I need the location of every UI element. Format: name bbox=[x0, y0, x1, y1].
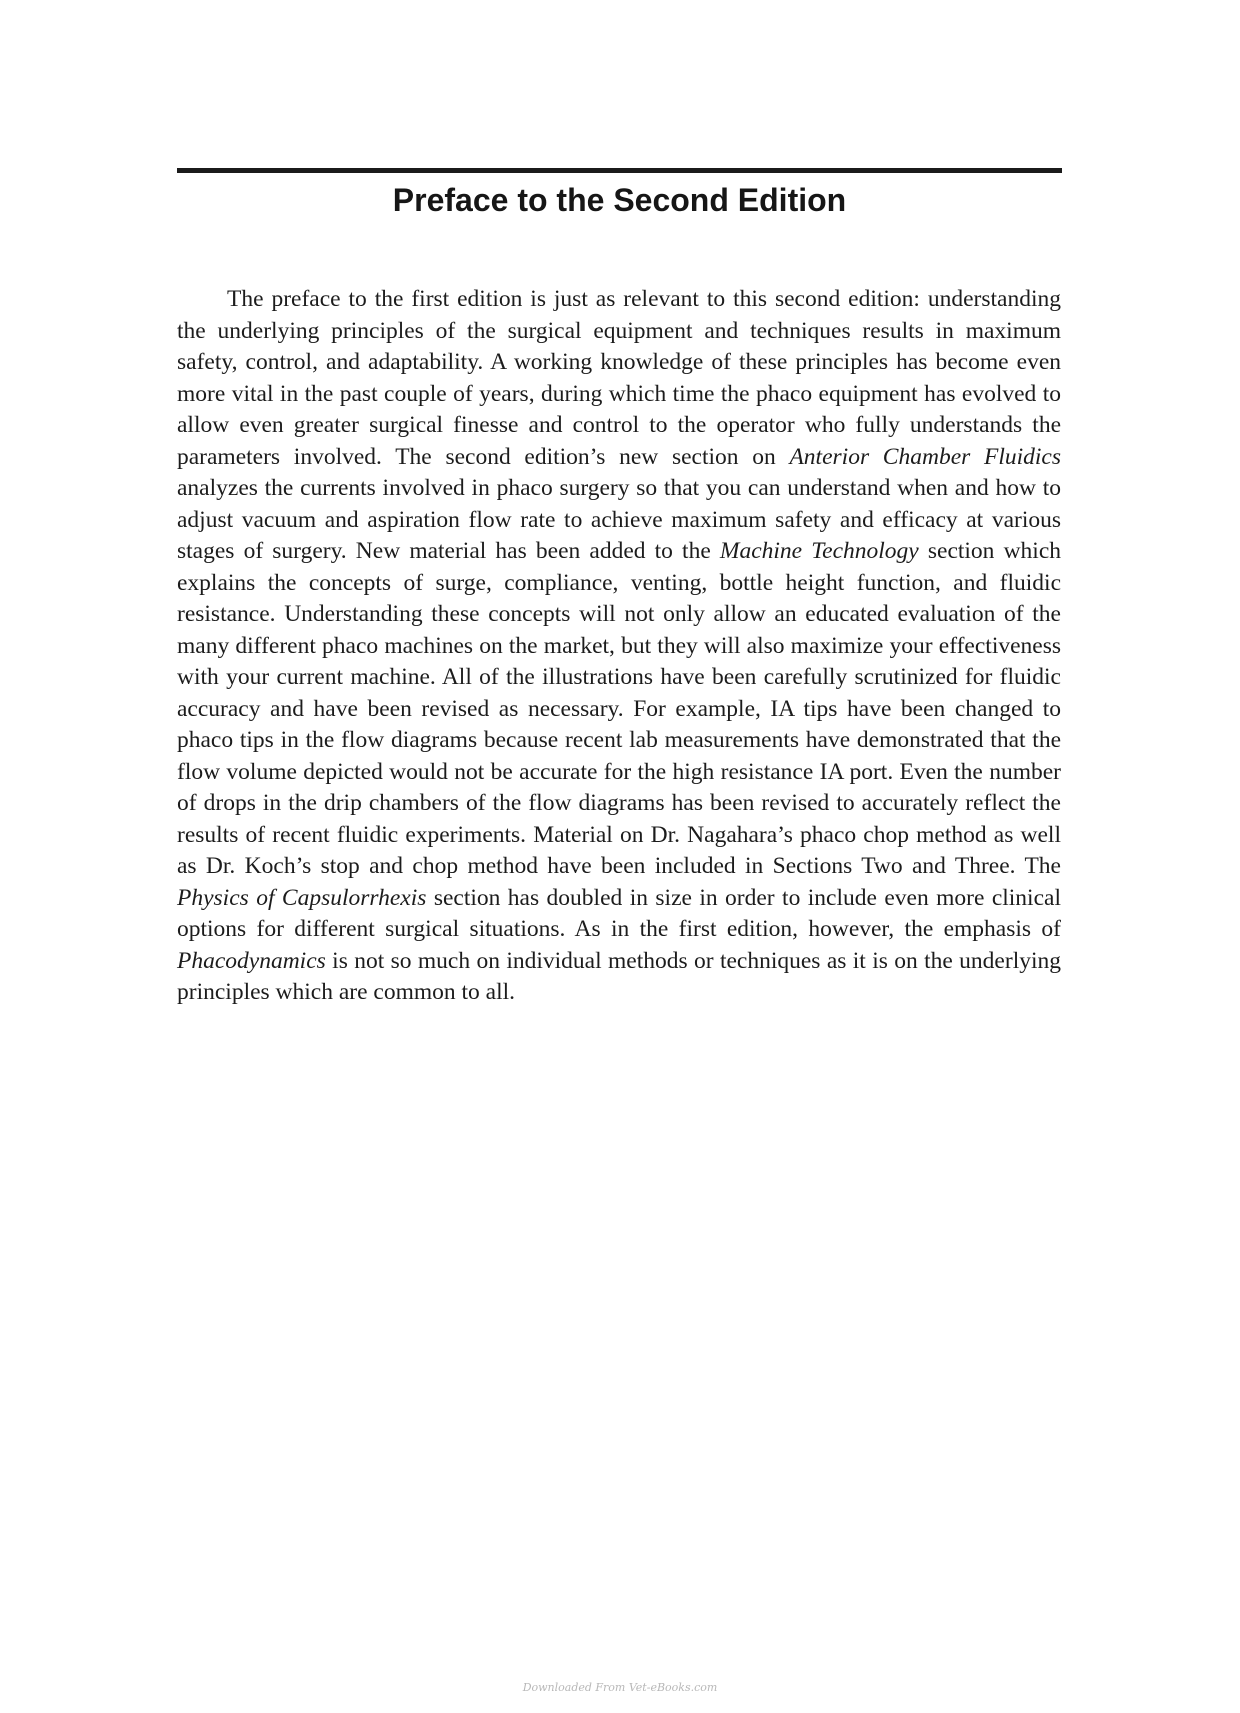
page-title: Preface to the Second Edition bbox=[392, 182, 847, 218]
book-title-phacodynamics: Phacodynamics bbox=[177, 947, 326, 974]
paragraph-text: section which explains the concepts of surge, compliance, venting, bottle height function, and fluidic resistance. Understanding these concepts will not only allow an educated evaluation of the many different phaco machines on the market, but they will also maximize your effectiveness with your current machine. All of the illustrations have been carefully scrutinized for fluidic accuracy and have been revised as necessary. For example, IA tips have been changed to phaco tips in the flow diagrams because recent lab measurements have demonstrated that the flow volume depicted would not be accurate for the high resistance IA port. Even the number of drops in the drip chambers of the flow diagrams has been revised to accurately reflect the results of recent fluidic experiments. Material on Dr. Nagahara’s phaco chop method as well as Dr. Koch’s stop and chop method have been included in Sections Two and Three. The bbox=[177, 538, 1061, 879]
paragraph-text: section has doubled in size in order to include even more clinical options for different surgical situations. As in the first edition, however, the emphasis of bbox=[177, 884, 1061, 942]
paragraph-text: is not so much on individual methods or techniques as it is on the underlying principles which are common to all. bbox=[177, 947, 1061, 1005]
paragraph-text: analyzes the currents involved in phaco surgery so that you can understand when and how to adjust vacuum and aspiration flow rate to achieve maximum safety and efficacy at various stages of surgery. New material has been added to the bbox=[177, 475, 1061, 564]
section-name-physics-of-capsulorrhexis: Physics of Capsulorrhexis bbox=[177, 884, 427, 911]
download-watermark: Downloaded From Vet-eBooks.com bbox=[522, 1681, 718, 1694]
section-name-machine-technology: Machine Technology bbox=[719, 538, 919, 564]
paragraph-text: The preface to the first edition is just as relevant to this second edition: understanding the underlying principles of the surgical equipment and techniques results in maximum safety, control, and adaptability. A working knowledge of these principles has become even more vital in the past couple of years, during which time the phaco equipment has evolved to allow even greater surgical finesse and control to the operator who fully understands the parameters involved. The second edition’s new section on bbox=[177, 286, 1061, 470]
title-rule bbox=[177, 168, 1062, 173]
preface-paragraph bbox=[177, 284, 1061, 1009]
section-name-anterior-chamber-fluidics: Anterior Chamber Fluidics bbox=[789, 443, 1062, 470]
